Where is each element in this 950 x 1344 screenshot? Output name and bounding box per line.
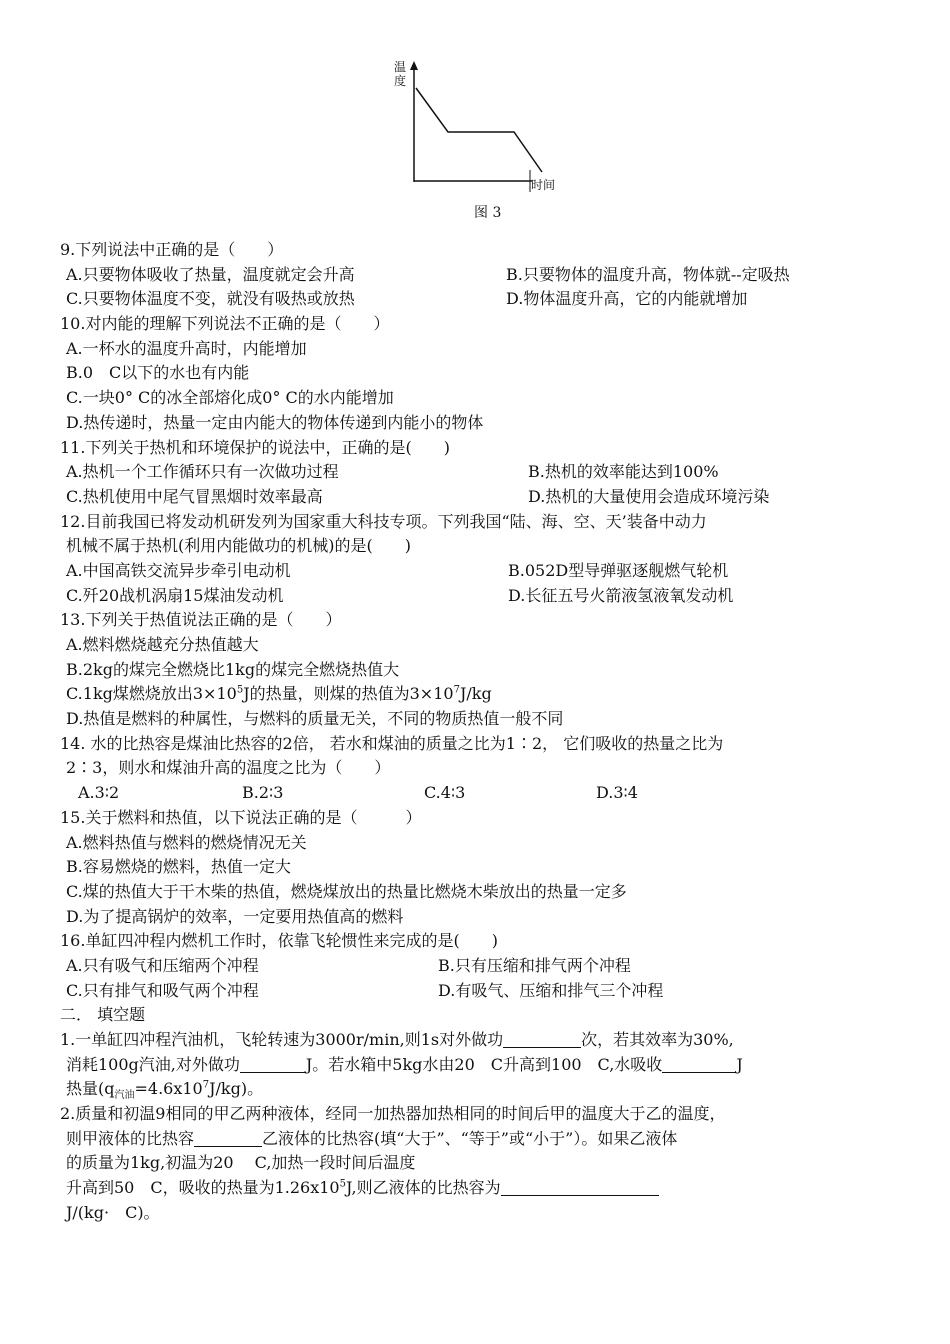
question-9-option-b: B.只要物体的温度升高，物体就--定吸热	[506, 264, 790, 284]
question-14-option-d: D.3∶4	[596, 783, 638, 803]
question-11-options-row1	[60, 460, 900, 485]
question-16-stem: 16.单缸四冲程内燃机工作时，依靠飞轮惯性来完成的是( )	[60, 931, 498, 951]
fill-1-subscript: 汽油	[114, 1090, 135, 1102]
fill-2-line2	[60, 1127, 900, 1152]
fill-2-text-d: J,则乙液体的比热容为	[346, 1178, 501, 1198]
question-11-option-b: B.热机的效率能达到100%	[528, 462, 719, 482]
fill-2-exponent: 5	[339, 1178, 346, 1190]
question-9-stem: 9.下列说法中正确的是（ ）	[60, 240, 284, 259]
question-13-option-c-exp2: 7	[453, 685, 460, 697]
question-13-option-c-part2: J的热量，则煤的热值为3×10	[243, 684, 454, 704]
temperature-curve	[416, 88, 542, 172]
question-9-option-d: D.物体温度升高，它的内能就增加	[506, 289, 748, 309]
section-title: 二． 填空题	[60, 1005, 146, 1025]
question-12-stem-line2: 机械不属于热机(利用内能做功的机械)的是( )	[66, 536, 411, 556]
question-14-options-row	[60, 781, 900, 806]
question-10-option-a: A.一杯水的温度升高时，内能增加	[66, 338, 307, 358]
question-12-option-d: D.长征五号火箭液氢液氧发动机	[508, 585, 734, 605]
question-14-option-c: C.4∶3	[424, 783, 466, 803]
fill-1-text-d: J。若水箱中5kg水由20 C升高到100 C,水吸收	[305, 1054, 663, 1074]
question-11-option-d: D.热机的大量使用会造成环境污染	[528, 486, 770, 506]
fill-1-line2	[60, 1053, 900, 1078]
fill-1-blank-1[interactable]	[503, 1029, 581, 1048]
fill-1-text-f: 热量(q	[66, 1079, 115, 1099]
question-16-option-b: B.只有压缩和排气两个冲程	[438, 955, 631, 975]
question-12-option-c: C.歼20战机涡扇15煤油发动机	[66, 585, 284, 605]
fill-2-line3: 的质量为1kg,初温为20 C,加热一段时间后温度	[66, 1153, 416, 1173]
question-13-stem: 13.下列关于热值说法正确的是（ ）	[60, 610, 342, 630]
question-14-option-a: A.3∶2	[78, 783, 120, 803]
question-15-option-a: A.燃料热值与燃料的燃烧情况无关	[66, 832, 307, 852]
temperature-time-figure	[380, 60, 560, 220]
fill-1-text-c: 消耗100g汽油,对外做功	[66, 1054, 240, 1074]
fill-2-line5: J/(kg· C)。	[66, 1202, 160, 1222]
fill-1-text-e: J	[736, 1054, 743, 1074]
question-11-options-row2	[60, 485, 900, 510]
fill-2-text-c: 升高到50 C，吸收的热量为1.26x10	[66, 1178, 340, 1198]
question-10-option-b: B.0 C以下的水也有内能	[66, 363, 250, 383]
question-9-option-a: A.只要物体吸收了热量，温度就定会升高	[66, 264, 355, 284]
fill-1-line3	[60, 1077, 900, 1102]
question-11-option-c: C.热机使用中尾气冒黑烟时效率最高	[66, 486, 323, 506]
figure-caption: 图 3	[474, 205, 502, 221]
x-axis-label: 时间	[530, 178, 555, 192]
fill-1-blank-2[interactable]	[240, 1054, 306, 1073]
question-16-option-c: C.只有排气和吸气两个冲程	[66, 980, 259, 1000]
fill-1-text-b: 次，若其效率为30%,	[581, 1030, 734, 1049]
question-13-option-c-part3: J/kg	[459, 684, 492, 704]
y-axis-arrow	[410, 61, 418, 70]
question-16-option-a: A.只有吸气和压缩两个冲程	[66, 955, 259, 975]
question-15-stem: 15.关于燃料和热值，以下说法正确的是（ ）	[60, 807, 422, 827]
question-10-option-c: C.一块0° C的冰全部熔化成0° C的水内能增加	[66, 388, 394, 408]
fill-2-blank-1[interactable]	[194, 1128, 262, 1147]
question-9-options-row2	[60, 287, 900, 312]
question-10-stem: 10.对内能的理解下列说法不正确的是（ ）	[60, 314, 390, 334]
fill-1-exponent: 7	[202, 1080, 210, 1092]
fill-1-blank-3[interactable]	[662, 1054, 736, 1073]
fill-1-text-h: J/kg)。	[209, 1079, 264, 1099]
question-9-option-c: C.只要物体温度不变，就没有吸热或放热	[66, 289, 355, 309]
fill-1-text-g: =4.6x10	[134, 1079, 203, 1099]
question-11-stem: 11.下列关于热机和环境保护的说法中，正确的是( )	[60, 437, 450, 457]
question-13-option-c	[60, 682, 900, 707]
question-16-option-d: D.有吸气、压缩和排气三个冲程	[438, 980, 664, 1000]
fill-1-text-a: 1.一单缸四冲程汽油机，飞轮转速为3000r/min,则1s对外做功	[60, 1030, 504, 1049]
question-13-option-d: D.热值是燃料的种属性，与燃料的质量无关，不同的物质热值一般不同	[66, 709, 564, 729]
fill-2-text-b: 乙液体的比热容(填“大于”、“等于”或“小于”）。如果乙液体	[262, 1128, 678, 1148]
question-13-option-c-exp1: 5	[236, 685, 244, 697]
question-14-stem-line2: 2∶3，则水和煤油升高的温度之比为（ ）	[66, 758, 391, 778]
question-15-option-b: B.容易燃烧的燃料，热值一定大	[66, 857, 291, 877]
fill-1-line1	[60, 1028, 900, 1053]
question-14-option-b: B.2∶3	[242, 783, 284, 803]
question-11-option-a: A.热机一个工作循环只有一次做功过程	[66, 462, 339, 482]
question-16-options-row1	[60, 954, 900, 979]
question-10-option-d: D.热传递时，热量一定由内能大的物体传递到内能小的物体	[66, 412, 484, 432]
question-15-option-c: C.煤的热值大于干木柴的热值，燃烧煤放出的热量比燃烧木柴放出的热量一定多	[66, 881, 627, 901]
question-12-options-row1	[60, 559, 900, 584]
fill-2-blank-2[interactable]	[501, 1177, 659, 1196]
worksheet-content	[60, 238, 900, 1226]
question-16-options-row2	[60, 979, 900, 1004]
fill-2-line1: 2.质量和初温9相同的甲乙两种液体，经同一加热器加热相同的时间后甲的温度大于乙的温度，	[60, 1104, 726, 1124]
question-12-option-b: B.052D型导弹驱逐舰燃气轮机	[508, 560, 729, 580]
question-13-option-c-part1: C.1kg煤燃烧放出3×10	[66, 684, 237, 704]
question-12-option-a: A.中国高铁交流异步牵引电动机	[66, 560, 291, 580]
question-15-option-d: D.为了提高锅炉的效率，一定要用热值高的燃料	[66, 906, 404, 926]
y-axis-label: 温度	[393, 60, 406, 88]
question-12-options-row2	[60, 584, 900, 609]
question-12-stem-line1: 12.目前我国已将发动机研发列为国家重大科技专项。下列我国“陆、海、空、天’装备中动力	[60, 511, 707, 531]
question-9-options-row1	[60, 263, 900, 288]
question-14-stem-line1: 14. 水的比热容是煤油比热容的2倍， 若水和煤油的质量之比为1∶2， 它们吸收的热量之比为	[60, 733, 724, 753]
question-13-option-a: A.燃料燃烧越充分热值越大	[66, 635, 259, 654]
question-13-option-b: B.2kg的煤完全燃烧比1kg的煤完全燃烧热值大	[66, 659, 400, 679]
fill-2-text-a: 则甲液体的比热容	[66, 1128, 195, 1148]
fill-2-line4	[60, 1176, 900, 1201]
